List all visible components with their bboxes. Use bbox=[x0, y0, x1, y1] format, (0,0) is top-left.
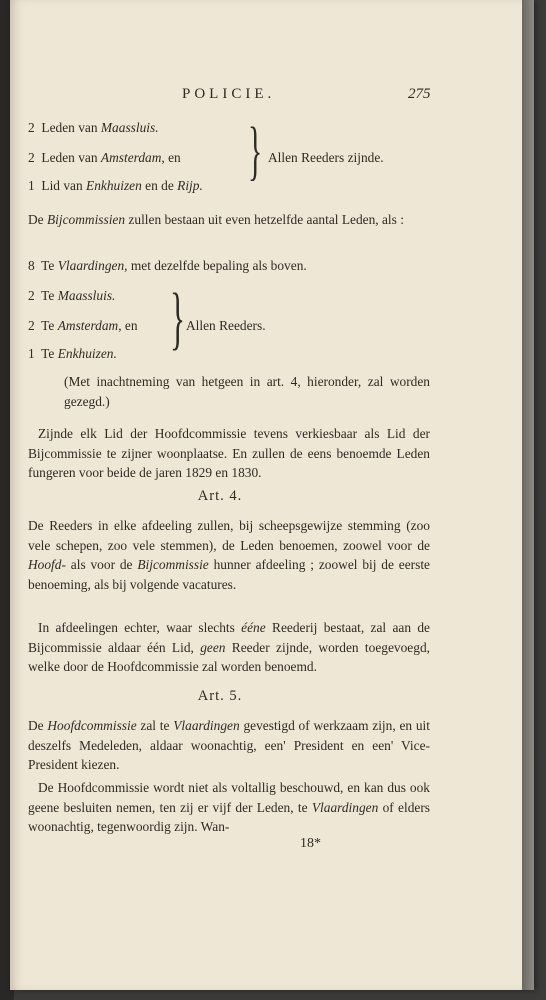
member-line: 2 Leden van Maassluis. bbox=[28, 120, 159, 135]
paragraph-art4-1: De Reeders in elke afdeeling zullen, bij scheepsgewijze stemming (zoo vele schepen, zoo vele stemmen), de Leden benoemen, zoowel voor de Hoofd- als voor de Bijcommissie hunner afdeeling ; zoowel bij de eerste benoeming, als bij volgende vacatures. bbox=[28, 518, 430, 592]
page-edge bbox=[522, 0, 534, 990]
article-heading: Art. 4. bbox=[197, 488, 243, 504]
article-heading: Art. 5. bbox=[197, 688, 243, 704]
signature-mark: 18* bbox=[300, 836, 321, 851]
brace-note: Allen Reeders zijnde. bbox=[268, 150, 384, 165]
paragraph-art5-1: De Hoofdcommissie zal te Vlaardingen gevestigd of werkzaam zijn, en uit deszelfs Medeleden, aldaar woonachtig, een' President en een' Vice-President kiezen. bbox=[28, 718, 430, 773]
book-page bbox=[10, 0, 534, 990]
paragraph-zijnde: Zijnde elk Lid der Hoofdcommissie tevens verkiesbaar als Lid der Bijcommissie te zijner woonplaatse. En zullen de eens benoemde Leden fungeren voor beide de jaren 1829 en 1830. bbox=[28, 426, 430, 481]
paragraph-art4-2: In afdeelingen echter, waar slechts ééne Reederij bestaat, zal aan de Bijcommissie aldaar één Lid, geen Reeder zijnde, worden toegevoegd, welke door de Hoofdcommissie zal worden benoemd. bbox=[28, 620, 430, 675]
paragraph-bijcommissien: De Bijcommissien zullen bestaan uit even hetzelfde aantal Leden, als : bbox=[28, 212, 404, 227]
page-number: 275 bbox=[408, 86, 431, 102]
member-line: 1 Te Enkhuizen. bbox=[28, 346, 117, 361]
member-line: 8 Te Vlaardingen, met dezelfde bepaling als boven. bbox=[28, 258, 307, 273]
brace-note: Allen Reeders. bbox=[186, 318, 266, 333]
member-line: 1 Lid van Enkhuizen en de Rijp. bbox=[28, 178, 203, 193]
member-line: 2 Te Amsterdam, en bbox=[28, 318, 138, 333]
curly-brace: } bbox=[248, 114, 263, 187]
member-line: 2 Te Maassluis. bbox=[28, 288, 116, 303]
curly-brace: } bbox=[170, 280, 186, 357]
member-line: 2 Leden van Amsterdam, en bbox=[28, 150, 181, 165]
paragraph-art5-2: De Hoofdcommissie wordt niet als voltallig beschouwd, en kan dus ook geene besluiten nemen, ten zij er vijf der Leden, te Vlaardingen of elders woonachtig, tegenwoordig zijn. Wan- bbox=[28, 780, 431, 835]
running-head: POLICIE. bbox=[182, 86, 276, 102]
note-inachtneming: (Met inachtneming van hetgeen in art. 4, hieronder, zal worden gezegd.) bbox=[64, 374, 430, 409]
